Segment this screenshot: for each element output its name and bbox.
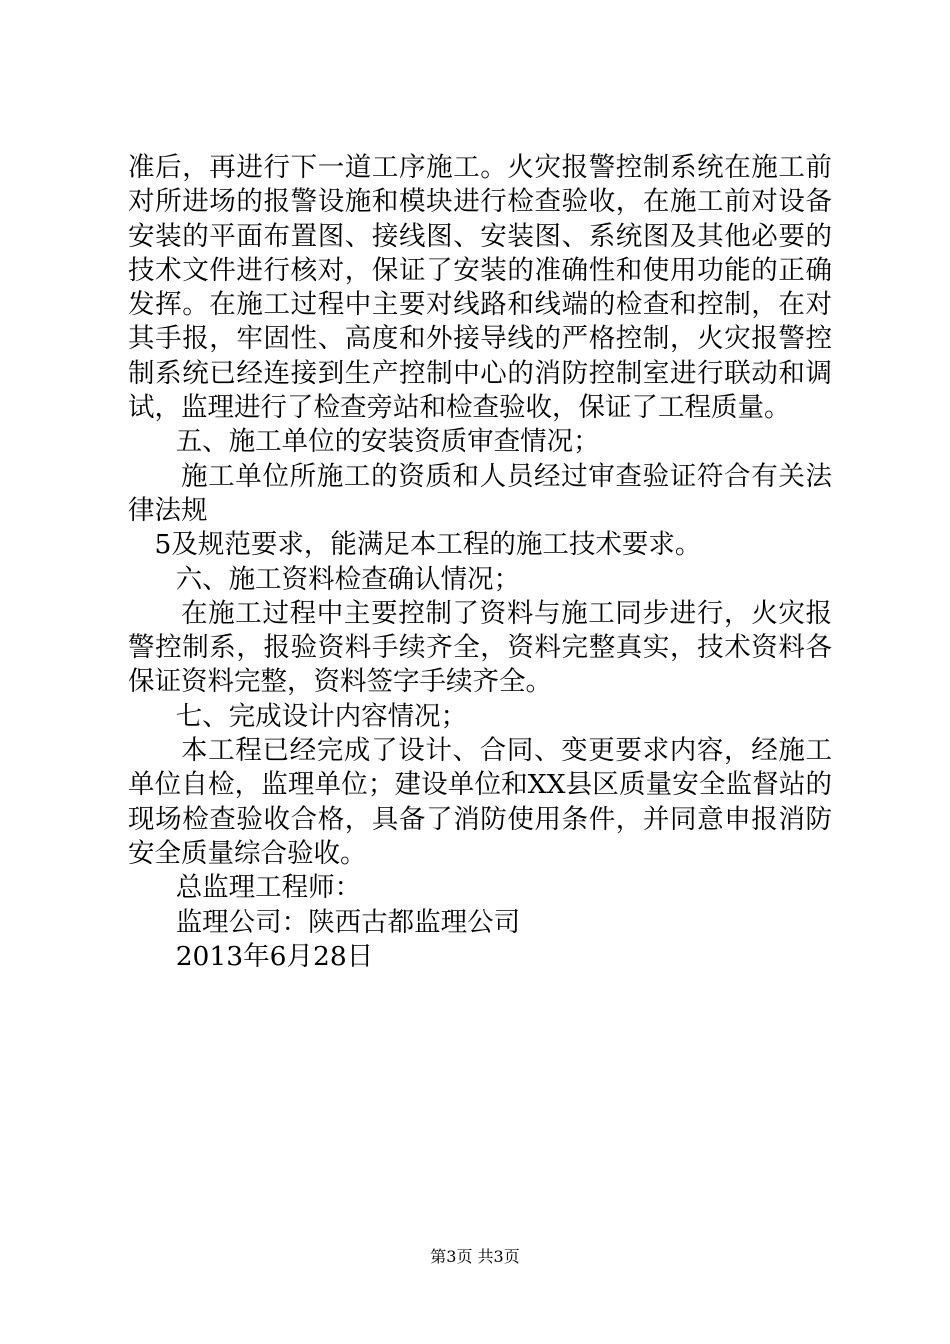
paragraph-qualification: 施工单位所施工的资质和人员经过审查验证符合有关法律法规	[128, 460, 832, 526]
section-heading-7: 七、完成设计内容情况；	[175, 700, 468, 732]
document-body	[128, 151, 832, 974]
section-heading-6: 六、施工资料检查确认情况；	[175, 563, 521, 595]
paragraph-continuation: 准后，再进行下一道工序施工。火灾报警控制系统在施工前对所进场的报警设施和模块进行检查验收，在施工前对设备安装的平面布置图、接线图、安装图、系统图及其他必要的技术文件进行核对，保证了安装的准确性和使用功能的正确发挥。在施工过程中主要对线路和线端的检查和控制，在对其手报，牢固性、高度和外接导线的严格控制，火灾报警控制系统已经连接到生产控制中心的消防控制室进行联动和调试，监理进行了检查旁站和检查验收，保证了工程质量。	[128, 152, 832, 424]
paragraph-completion: 本工程已经完成了设计、合同、变更要求内容，经施工单位自检，监理单位；建设单位和XX县区质量安全监督站的现场检查验收合格，具备了消防使用条件，并同意申报消防安全质量综合验收。	[128, 735, 832, 869]
paragraph-qualification-cont: 5及规范要求，能满足本工程的施工技术要求。	[154, 529, 702, 561]
signature-date: 2013年6月28日	[175, 940, 374, 972]
signature-company: 监理公司：陕西古都监理公司	[175, 906, 521, 938]
signature-chief-engineer: 总监理工程师：	[175, 872, 362, 904]
paragraph-documents: 在施工过程中主要控制了资料与施工同步进行，火灾报警控制系，报验资料手续齐全，资料完整真实，技术资料各保证资料完整，资料签字手续齐全。	[128, 597, 832, 698]
section-heading-5: 五、施工单位的安装资质审查情况；	[175, 426, 600, 458]
page-number-footer: 第3页 共3页	[430, 1247, 520, 1266]
